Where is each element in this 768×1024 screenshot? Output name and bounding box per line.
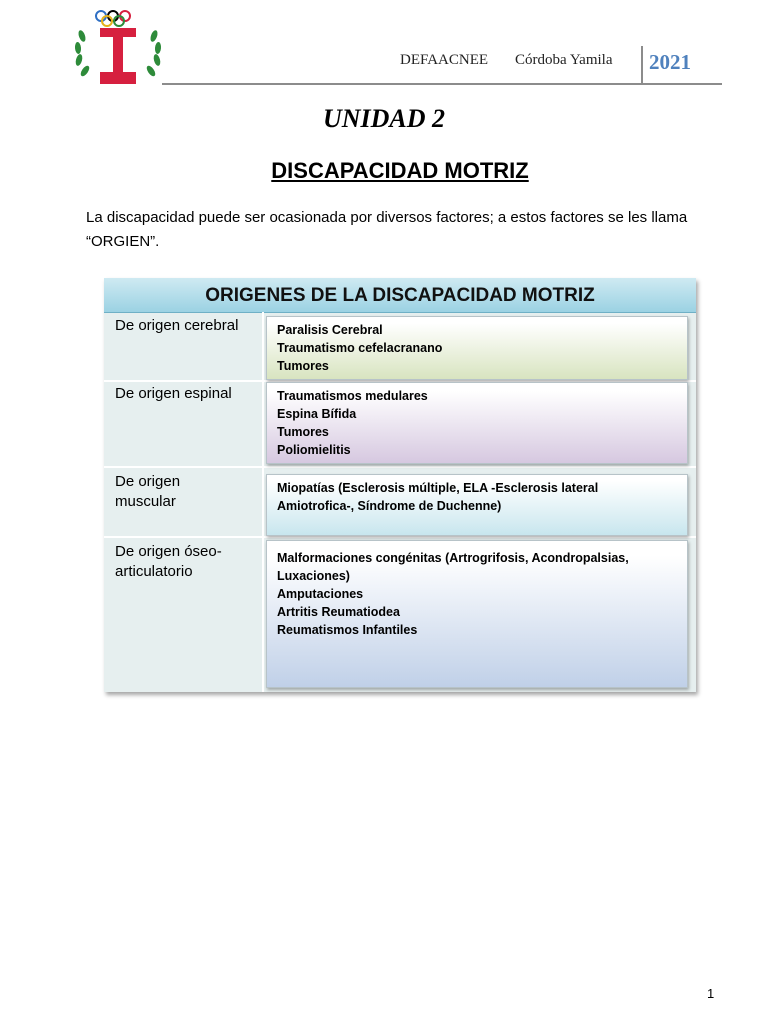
- table-heading: ORIGENES DE LA DISCAPACIDAD MOTRIZ: [104, 278, 696, 313]
- header-rule: [162, 83, 722, 85]
- list-item: Tumores: [277, 359, 329, 373]
- header-organization: DEFAACNEE: [400, 52, 489, 68]
- list-item: Traumatismo cefelacranano: [277, 341, 443, 355]
- institution-logo: [70, 6, 166, 90]
- list-item: Tumores: [277, 425, 329, 439]
- list-item: Traumatismos medulares: [277, 389, 428, 403]
- row-divider: [104, 466, 696, 468]
- row-content-espinal: [266, 382, 688, 464]
- list-item: Malformaciones congénitas (Artrogrifosis, Acondropalsias, Luxaciones): [277, 551, 629, 583]
- row-content-muscular: [266, 474, 688, 536]
- page-title: DISCAPACIDAD MOTRIZ: [271, 158, 529, 183]
- origins-table: [104, 278, 696, 692]
- list-item: Amputaciones: [277, 587, 364, 601]
- list-item: Poliomielitis: [277, 443, 351, 457]
- intro-paragraph: La discapacidad puede ser ocasionada por diversos factores; a estos factores se les llama “ORGIEN”.: [86, 209, 688, 250]
- row-label-espinal: De origen espinal: [115, 385, 232, 402]
- row-content-oseo-articulatorio: [266, 540, 688, 688]
- row-label-cerebral: De origen cerebral: [115, 317, 239, 334]
- list-item: Espina Bífida: [277, 407, 357, 421]
- row-content-cerebral: [266, 316, 688, 380]
- row-divider: [104, 536, 696, 538]
- unit-heading: UNIDAD 2: [322, 104, 446, 133]
- page-number: 1: [707, 986, 715, 1001]
- row-label-oseo-articulatorio: De origen óseo-articulatorio: [115, 543, 222, 580]
- list-item: Artritis Reumatiodea: [277, 605, 400, 619]
- list-item: Reumatismos Infantiles: [277, 623, 418, 637]
- header-separator: [641, 46, 643, 84]
- column-divider: [262, 312, 264, 692]
- row-label-muscular: De origen muscular: [115, 473, 181, 510]
- list-item: Paralisis Cerebral: [277, 323, 383, 337]
- header-author: Córdoba Yamila: [515, 52, 613, 68]
- list-item: Miopatías (Esclerosis múltiple, ELA -Esclerosis lateral Amiotrofica-, Síndrome de Duchenne): [277, 481, 599, 513]
- header-year: 2021: [649, 50, 691, 74]
